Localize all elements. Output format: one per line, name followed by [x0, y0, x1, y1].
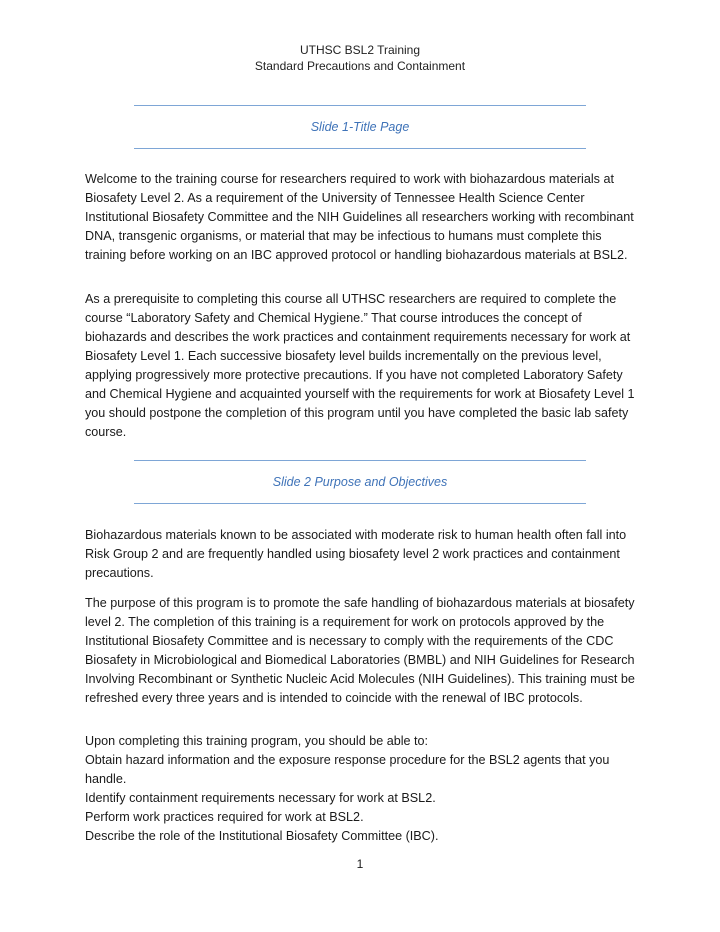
section-divider-top — [134, 105, 586, 106]
objective-item: Describe the role of the Institutional Biosafety Committee (IBC). — [85, 829, 439, 843]
slide1-paragraph-2: As a prerequisite to completing this course all UTHSC researchers are required to complete the course “Laboratory Safety and Chemical Hygiene.” That course introduces the concept of biohazards and describes the work practices and containment requirements necessary for work at Biosafety Level 1. Each successive biosafety level builds incrementally on the previous level, applying progressively more protective precautions. If you have not completed Laboratory Safety and Chemical Hygiene and acquainted yourself with the requirements for work at Biosafety Level 1 you should postpone the completion of this program until you have completed the basic lab safety course. — [85, 292, 635, 439]
header-title: UTHSC BSL2 Training — [299, 43, 421, 57]
page-header — [0, 42, 720, 74]
section-divider-bottom — [134, 503, 586, 504]
objective-item: Perform work practices required for work at BSL2. — [85, 810, 364, 824]
slide1-paragraph-1: Welcome to the training course for researchers required to work with biohazardous materials at Biosafety Level 2. As a requirement of the University of Tennessee Health Science Center Institutional Biosafety Committee and the NIH Guidelines all researchers working with recombinant DNA, transgenic organisms, or material that may be infectious to humans must complete this training before working on an IBC approved protocol or handling biohazardous materials at BSL2. — [85, 172, 634, 262]
slide2-heading: Slide 2 Purpose and Objectives — [272, 475, 448, 489]
objective-item: Obtain hazard information and the exposure response procedure for the BSL2 agents that you handle. — [85, 753, 610, 786]
page-number: 1 — [356, 857, 364, 871]
slide1-heading: Slide 1-Title Page — [310, 120, 410, 134]
objectives-list — [85, 732, 637, 846]
header-subtitle: Standard Precautions and Containment — [254, 59, 466, 73]
slide2-paragraph-1: Biohazardous materials known to be associated with moderate risk to human health often fall into Risk Group 2 and are frequently handled using biosafety level 2 work practices and containment precautions. — [85, 528, 627, 580]
section-divider-bottom — [134, 148, 586, 149]
objective-item: Identify containment requirements necessary for work at BSL2. — [85, 791, 436, 805]
slide2-paragraph-2: The purpose of this program is to promote the safe handling of biohazardous materials at biosafety level 2. The completion of this training is a requirement for work on protocols approved by the Institutional Biosafety Committee and is necessary to comply with the requirements of the CDC Biosafety in Microbiological and Biomedical Laboratories (BMBL) and NIH Guidelines for Research Involving Recombinant or Synthetic Nucleic Acid Molecules (NIH Guidelines). This training must be refreshed every three years and is intended to coincide with the renewal of IBC protocols. — [85, 596, 635, 705]
section-divider-top — [134, 460, 586, 461]
objectives-intro: Upon completing this training program, you should be able to: — [85, 734, 429, 748]
